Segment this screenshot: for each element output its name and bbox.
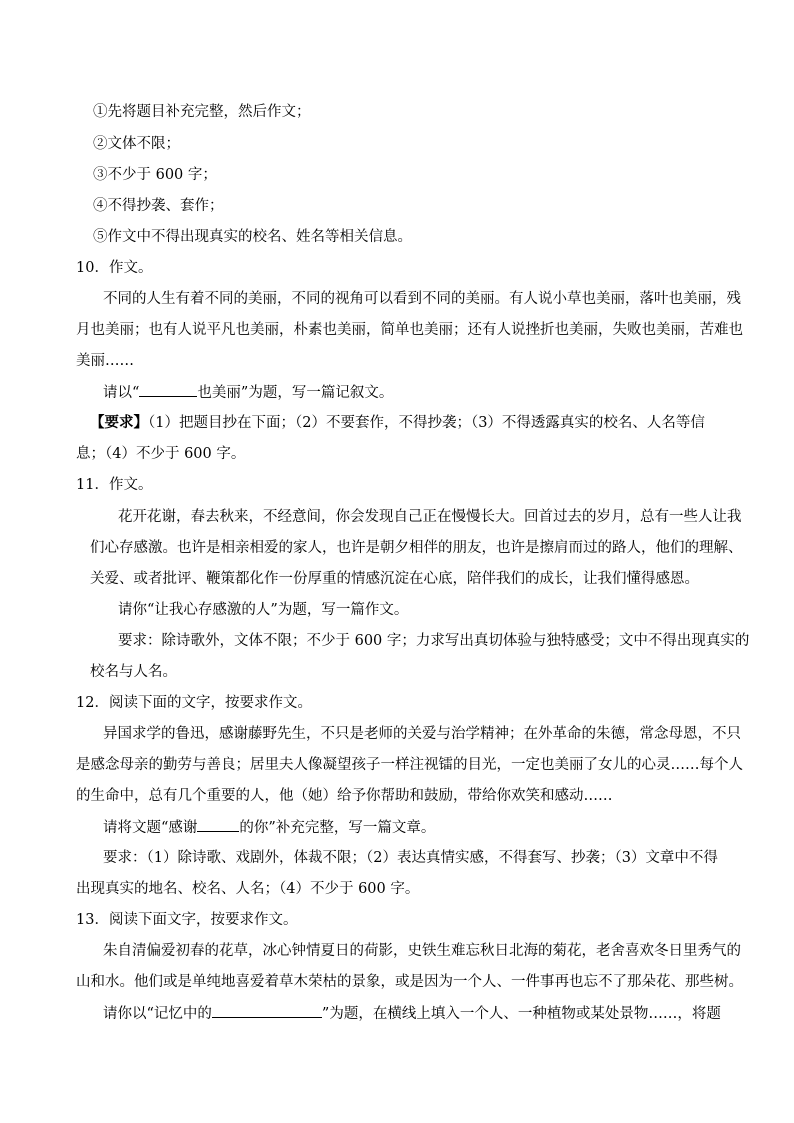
question-11-prompt: 请你“让我心存感激的人”为题，写一篇作文。 bbox=[118, 602, 409, 618]
question-12-text-line-2: 是感念母亲的勤劳与善良；居里夫人像凝望孩子一样注视镭的目光，一定也美丽了女儿的心灵……每个人 bbox=[76, 757, 743, 773]
prompt-text-after: ”为题，在横线上填入一个人、一种植物或某处景物……，将题 bbox=[321, 1006, 721, 1022]
prompt-text-after: 的你”补充完整，写一篇文章。 bbox=[239, 820, 436, 836]
fill-blank bbox=[139, 382, 197, 397]
question-12-prompt bbox=[103, 817, 435, 838]
question-12-requirement-line-1: 要求：（1）除诗歌、戏剧外，体裁不限；（2）表达真情实感，不得套写、抄袭；（3）文章中不得 bbox=[103, 850, 718, 866]
question-11-requirement-line-1: 要求：除诗歌外，文体不限；不少于 600 字；力求写出真切体验与独特感受；文中不得出现真实的 bbox=[118, 633, 750, 649]
question-13-heading: 13．阅读下面文字，按要求作文。 bbox=[76, 912, 298, 928]
requirement-4: ④不得抄袭、套作； bbox=[93, 198, 224, 214]
question-11-text-line-3: 关爱、或者批评、鞭策都化作一份厚重的情感沉淀在心底，陪伴我们的成长，让我们懂得感恩。 bbox=[90, 571, 699, 587]
question-10-requirement-line-2: 息；（4）不少于 600 字。 bbox=[76, 446, 246, 462]
prompt-text-after: 也美丽”为题，写一篇记叙文。 bbox=[197, 385, 394, 401]
requirement-2: ②文体不限； bbox=[93, 136, 180, 152]
question-11-text-line-1: 花开花谢，春去秋来，不经意间，你会发现自己正在慢慢长大。回首过去的岁月，总有一些人让我 bbox=[118, 509, 742, 525]
question-12-text-line-3: 的生命中，总有几个重要的人，他（她）给予你帮助和鼓励，带给你欢笑和感动…… bbox=[76, 788, 613, 804]
question-10-text-line-2: 月也美丽；也有人说平凡也美丽，朴素也美丽，简单也美丽；还有人说挫折也美丽，失败也美丽，苦难也 bbox=[76, 322, 743, 338]
question-13-text-line-2: 山和水。他们或是单纯地喜爱着草木荣枯的景象，或是因为一个人、一件事再也忘不了那朵花、那些树。 bbox=[76, 974, 743, 990]
question-12-heading: 12．阅读下面的文字，按要求作文。 bbox=[76, 695, 312, 711]
prompt-text-before: 请你以“记忆中的 bbox=[103, 1006, 212, 1022]
question-10-text-line-1: 不同的人生有着不同的美丽，不同的视角可以看到不同的美丽。有人说小草也美丽，落叶也美丽，残 bbox=[103, 291, 741, 307]
requirement-3: ③不少于 600 字； bbox=[93, 167, 217, 183]
requirement-label: 【要求】 bbox=[90, 414, 148, 431]
question-12-requirement-line-2: 出现真实的地名、校名、人名；（4）不少于 600 字。 bbox=[76, 881, 420, 897]
question-10-prompt bbox=[103, 382, 393, 403]
question-13-text-line-1: 朱自清偏爱初春的花草，冰心钟情夏日的荷影，史铁生难忘秋日北海的菊花，老舍喜欢冬日里秀气的 bbox=[103, 943, 741, 959]
question-10-heading: 10．作文。 bbox=[76, 260, 153, 276]
prompt-text-before: 请将文题“感谢 bbox=[103, 820, 198, 836]
requirement-1: ①先将题目补充完整，然后作文； bbox=[93, 104, 311, 120]
question-10-text-line-3: 美丽…… bbox=[76, 353, 134, 369]
fill-blank bbox=[212, 1003, 322, 1018]
question-13-prompt bbox=[103, 1003, 721, 1024]
prompt-text-before: 请以“ bbox=[103, 385, 140, 401]
question-11-heading: 11．作文。 bbox=[76, 477, 153, 493]
requirement-5: ⑤作文中不得出现真实的校名、姓名等相关信息。 bbox=[93, 229, 412, 245]
fill-blank bbox=[197, 817, 239, 832]
question-10-requirement-line-1 bbox=[90, 413, 705, 433]
question-12-text-line-1: 异国求学的鲁迅，感谢藤野先生，不只是老师的关爱与治学精神；在外革命的朱德，常念母恩，不只 bbox=[103, 726, 741, 742]
question-11-requirement-line-2: 校名与人名。 bbox=[90, 664, 177, 680]
requirement-text: （1）把题目抄在下面；（2）不要套作，不得抄袭；（3）不得透露真实的校名、人名等信 bbox=[148, 415, 705, 431]
question-11-text-line-2: 们心存感激。也许是相亲相爱的家人，也许是朝夕相伴的朋友，也许是擦肩而过的路人，他们的理解、 bbox=[90, 540, 743, 556]
